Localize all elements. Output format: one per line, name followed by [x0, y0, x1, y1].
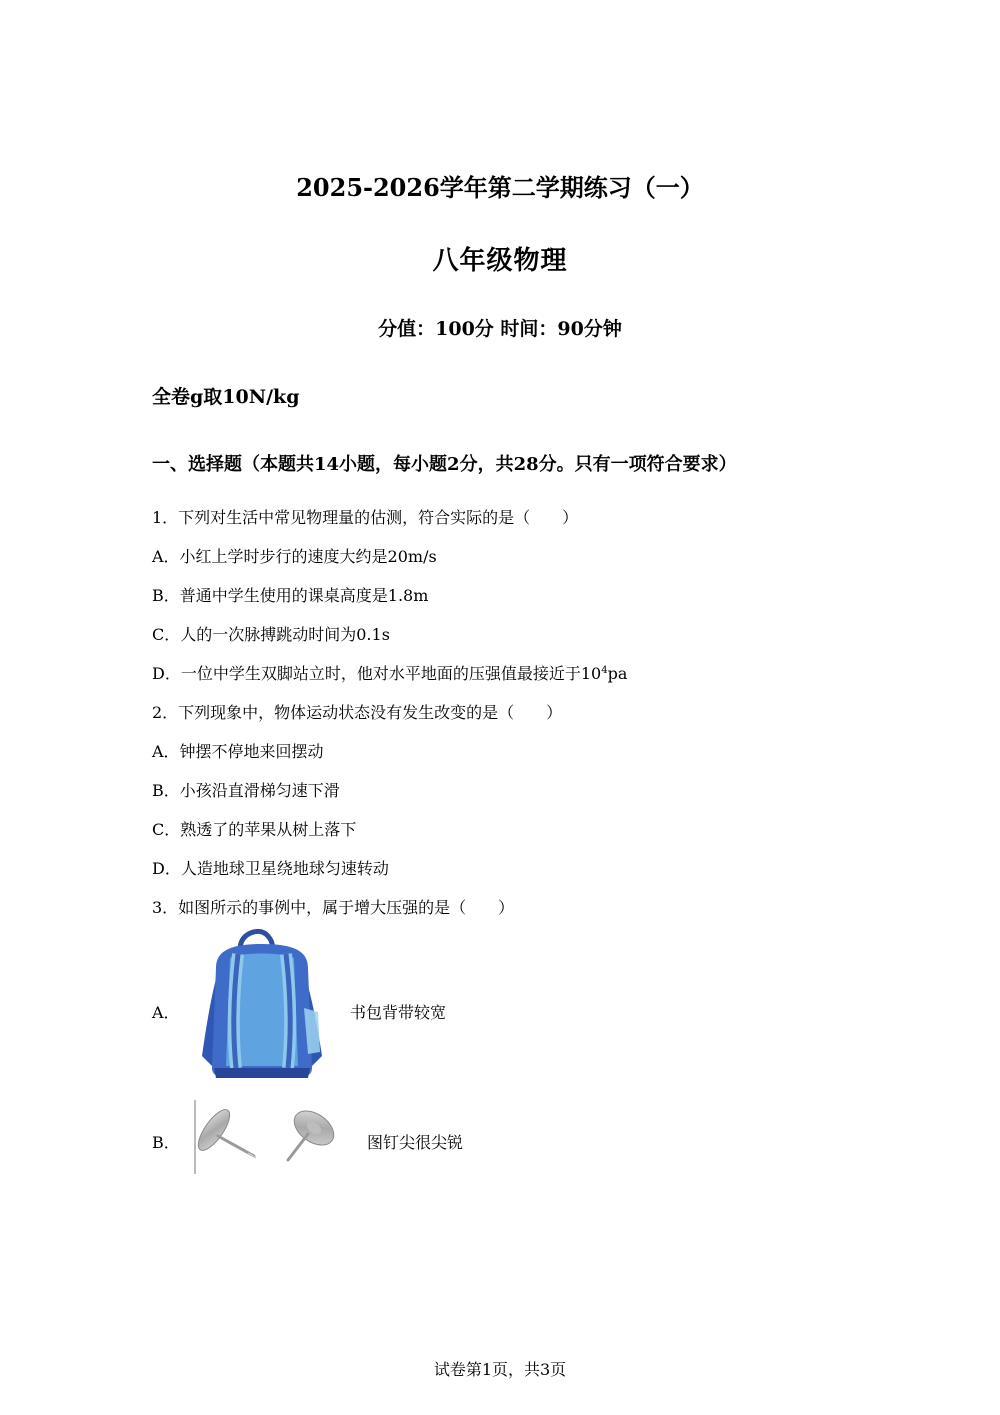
question-2-option-d: D．人造地球卫星绕地球匀速转动 [152, 859, 389, 878]
question-1-stem: 1．下列对生活中常见物理量的估测，符合实际的是（ ） [152, 508, 579, 527]
exam-title: 2025-2026学年第二学期练习（一） [296, 173, 704, 202]
gravity-note: 全卷g取10N/kg [152, 386, 300, 408]
question-3-stem: 3．如图所示的事例中，属于增大压强的是（ ） [152, 898, 515, 917]
page-footer: 试卷第1页，共3页 [433, 1360, 567, 1379]
question-1-option-d [152, 661, 627, 684]
question-2-stem: 2．下列现象中，物体运动状态没有发生改变的是（ ） [152, 703, 563, 722]
question-2-option-a: A．钟摆不停地来回摆动 [152, 742, 324, 761]
question-3-option-a-text: 书包背带较宽 [350, 1003, 447, 1022]
question-3-option-a-label: A． [152, 1003, 180, 1022]
score-time: 分值：100分 时间：90分钟 [378, 318, 622, 340]
question-1-option-d-exponent: 4 [601, 665, 608, 676]
question-2-option-c: C．熟透了的苹果从树上落下 [152, 820, 357, 839]
question-1-option-d-unit: pa [607, 664, 628, 683]
question-1-option-d-text: D．一位中学生双脚站立时，他对水平地面的压强值最接近于10 [152, 664, 602, 683]
exam-subject: 八年级物理 [432, 246, 568, 276]
question-1-option-a: A．小红上学时步行的速度大约是20m/s [152, 547, 437, 566]
section-heading: 一、选择题（本题共14小题，每小题2分，共28分。只有一项符合要求） [152, 454, 737, 475]
backpack-image [192, 928, 332, 1083]
question-2-option-b: B．小孩沿直滑梯匀速下滑 [152, 781, 340, 800]
question-3-option-b-label: B． [152, 1133, 180, 1152]
question-1-option-c: C．人的一次脉搏跳动时间为0.1s [152, 625, 390, 644]
thumbtack-image [192, 1098, 352, 1176]
question-1-option-b: B．普通中学生使用的课桌高度是1.8m [152, 586, 429, 605]
question-3-option-b-text: 图钉尖很尖锐 [367, 1133, 464, 1152]
